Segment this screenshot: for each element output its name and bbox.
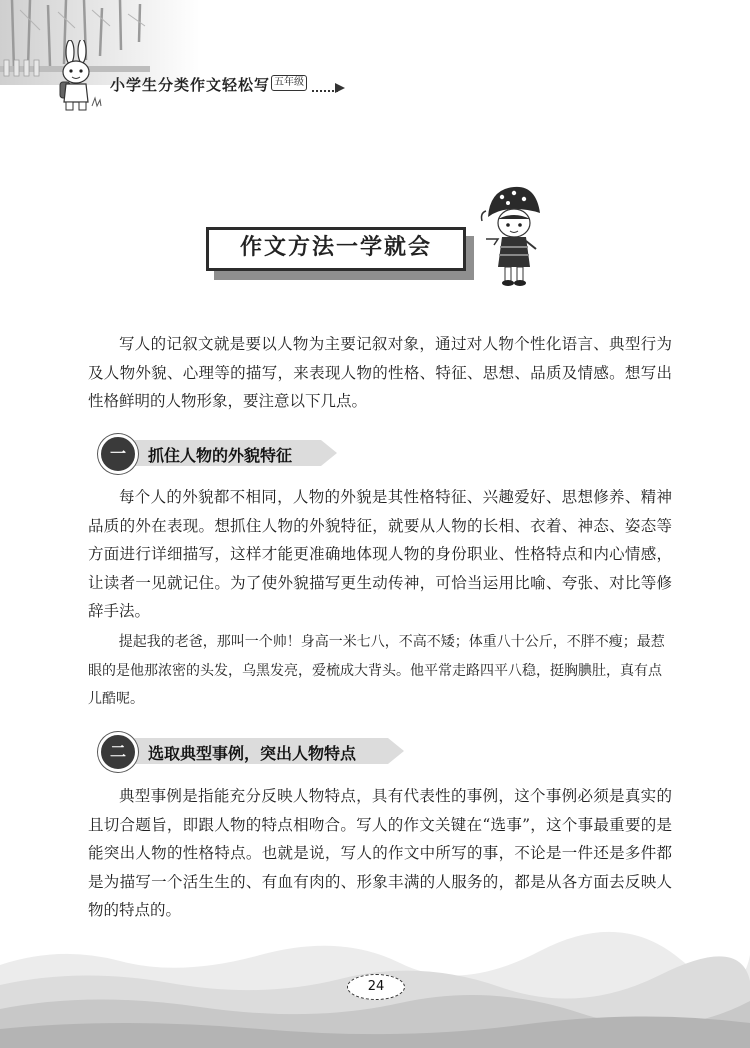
page-title: 作文方法一学就会: [239, 235, 432, 260]
rabbit-mascot-icon: [52, 40, 104, 114]
section-2-body: 典型事例是指能充分反映人物特点，具有代表性的事例，这个事例必须是真实的且切合题旨，即跟人物的特点相吻合。写人的作文关键在“选事”，这个事最重要的是能突出人物的性格特点。也就是说，写人的作文中所写的事，不论是一件还是多件都是为描写一个活生生的、有血有肉的、形象丰满的人服务的，都是从各方面去反映人物的特点的。: [88, 787, 672, 919]
section-2-heading: 选取典型事例，突出人物特点: [148, 744, 357, 763]
header-arrow-icon: [335, 83, 345, 93]
girl-mascot-icon: [478, 183, 548, 293]
intro-paragraph: 写人的记叙文就是要以人物为主要记叙对象，通过对人物个性化语言、典型行为及人物外貌、心理等的描写，来表现人物的性格、特征、思想、品质及情感。想写出性格鲜明的人物形象，要注意以下几点。: [88, 335, 672, 410]
page-number: 24: [347, 974, 405, 1000]
section-1-body: 每个人的外貌都不相同，人物的外貌是其性格特征、兴趣爱好、思想修养、精神品质的外在表现。想抓住人物的外貌特征，就要从人物的长相、衣着、神态、姿态等方面进行详细描写，这样才能更准确地体现人物的身份职业、性格特点和内心情感，让读者一见就记住。为了使外貌描写更生动传神，可恰当运用比喻、夸张、对比等修辞手法。: [88, 488, 672, 620]
section-1-number: 一: [98, 434, 138, 474]
grade-badge: 五年级: [271, 75, 307, 91]
book-title: 小学生分类作文轻松写: [110, 76, 271, 94]
section-2-number: 二: [98, 732, 138, 772]
section-1-example: 提起我的老爸，那叫一个帅！身高一米七八，不高不矮；体重八十公斤，不胖不瘦；最惹眼的是他那浓密的头发，乌黑发亮，爱梳成大背头。他平常走路四平八稳，挺胸腆肚，真有点儿酷呢。: [88, 634, 665, 707]
section-1-heading: 抓住人物的外貌特征: [148, 446, 293, 465]
